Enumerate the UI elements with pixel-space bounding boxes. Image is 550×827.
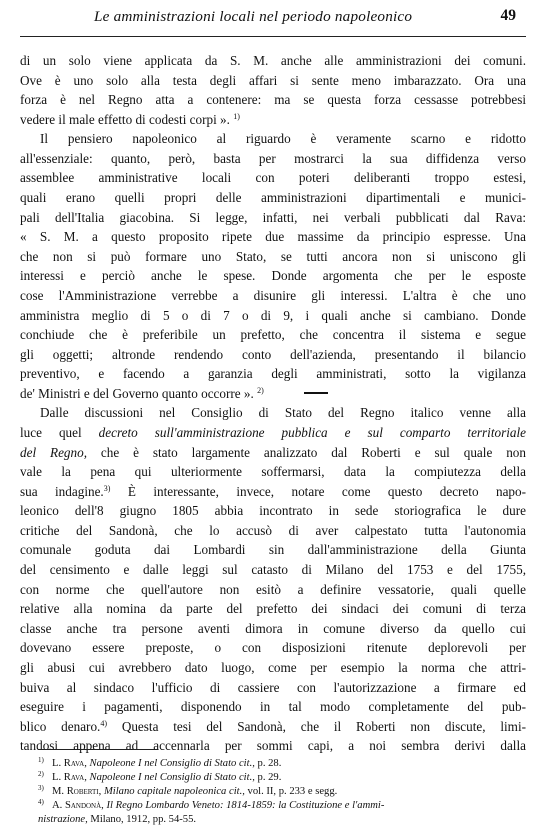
text-line: vedere il male effetto di codesti corpi ». $^{1)}$ — [20, 111, 240, 127]
header-rule — [20, 36, 526, 37]
text-line: conchiude che è preferibile un prefetto, che concentra il sistema e segue — [20, 327, 526, 343]
footnote: 3) M. Roberti, Milano capitale napoleonica cit., vol. II, p. 233 e segg. — [38, 785, 338, 797]
text-line: amministra meglio di 5 o di 7 o di 9, i quali anche si cambiano. Donde — [20, 307, 526, 323]
text-line: forza è nel Regno atta a contenere: ma se questa forza cessasse potrebbesi — [20, 92, 526, 108]
text-line: assemblee amministrative locali con poteri deliberanti troppo estesi, — [20, 170, 526, 186]
text-line: comunale goduta dai Lombardi sin dall'amministrazione della Giunta — [20, 542, 526, 558]
page-header — [36, 6, 516, 28]
footnote-continuation: nistrazione, Milano, 1912, pp. 54-55. — [38, 814, 197, 825]
running-head: Le amministrazioni locali nel periodo napoleonico — [94, 8, 413, 25]
text-line: quali erano quelli propri delle amministrazioni dipartimentali e munici- — [20, 190, 526, 206]
text-line: cose l'Amministrazione verrebbe a disunire gli interessi. L'altra è che uno — [20, 287, 526, 303]
text-line: del censimento e dalle leggi sul catasto di Milano del 1753 e del 1755, — [20, 562, 526, 578]
footnote: 4) A. Sandonà, Il Regno Lombardo Veneto: 1814-1859: la Costituzione e l'ammi- — [38, 799, 385, 811]
text-line: del Regno, che è stato largamente analizzato dal Roberti e sul quale non — [20, 444, 526, 460]
text-line: luce quel decreto sull'amministrazione pubblica e sul comparto territoriale — [20, 424, 526, 440]
text-line: tandosi appena ad accennarla per sommi capi, a noi sembra derivi dalla — [20, 738, 526, 754]
text-line: con norme che quell'autore non esitò a definire vessatorie, quali quelle — [20, 581, 526, 597]
text-line: all'essenziale: quanto, però, basta per mostrarci la sua diffidenza verso — [20, 150, 526, 166]
text-line: Dalle discussioni nel Consiglio di Stato del Regno italico venne alla — [40, 405, 526, 421]
text-line: Ove è uno solo alla testa degli affari si sente meno imbarazzato. Ora una — [20, 72, 526, 88]
text-line: « S. M. a questo proposito ripete due massime da principio espresse. Una — [20, 229, 526, 245]
text-line: buiva al sindaco l'ufficio di cassiere con l'autorizzazione a firmare ed — [20, 679, 526, 695]
text-line: gli oggetti; altronde rendendo conto dell'azienda, presentando il bilancio — [20, 346, 526, 362]
text-line: eseguire i pagamenti, disponendo in tal modo completamente del pub- — [20, 699, 526, 715]
text-line: dovevano essere preposte, o con disposizioni ritenute deplorevoli per — [20, 640, 526, 656]
text-line: preventivo, e facendo a garanzia degli amministrati, sotto la vigilanza — [20, 366, 526, 382]
footnote: 2) L. Rava, Napoleone I nel Consiglio di Stato cit., p. 29. — [38, 771, 282, 783]
page-number: 49 — [500, 7, 516, 24]
text-line: Il pensiero napoleonico al riguardo è veramente scarno e ridotto — [40, 131, 526, 147]
note-marker: 2) — [257, 385, 264, 395]
note-marker: 1) — [233, 111, 240, 121]
text-line: interessi e perciò anche le spese. Donde argomenta che per le esposte — [20, 268, 526, 284]
text-line: vale la pena qui ulteriormente soffermarsi, data la compiutezza della — [20, 464, 526, 480]
main-text — [20, 51, 526, 756]
text-line: che non si può formare uno Stato, se tutti ancora non si uniscono gli — [20, 248, 526, 264]
text-line: blico denaro.$^{4)}$ Questa tesi del Sandonà, che il Roberti non discute, limi- — [20, 718, 526, 734]
footnote-rule — [38, 749, 158, 750]
text-line: pali dell'Italia giacobina. Si legge, infatti, nei verbali pubblicati dal Rava: — [20, 209, 526, 225]
text-line: sua indagine.$^{3)}$ È interessante, invece, notare come questo decreto napo- — [20, 483, 526, 499]
note-marker: 3) — [103, 483, 111, 493]
text-line: leonico dell'8 giugno 1805 abbia incontrato in sede storiografica le dure — [20, 503, 526, 519]
text-line: de' Ministri e del Governo quanto occorre ». $^{2)}$ — [20, 384, 526, 404]
note-marker: 4) — [100, 718, 108, 728]
footnotes — [38, 757, 526, 827]
ink-mark — [304, 392, 328, 394]
text-line: classe anche tra persone aventi dimora in comune diverso da quello cui — [20, 620, 526, 636]
text-line: critiche del Sandonà, che lo accusò di aver calpestato tutta l'autonomia — [20, 522, 526, 538]
text-line: relative alla nomina da parte del prefetto dei sindaci dei comuni di terza — [20, 601, 526, 617]
footnote: 1) L. Rava, Napoleone I nel Consiglio di Stato cit., p. 28. — [38, 757, 282, 769]
text-line: gli abusi cui avrebbero dato luogo, come per esempio la norma che attri- — [20, 659, 526, 675]
text-line: di un solo viene applicata da S. M. anche alle amministrazioni dei comuni. — [20, 53, 526, 68]
